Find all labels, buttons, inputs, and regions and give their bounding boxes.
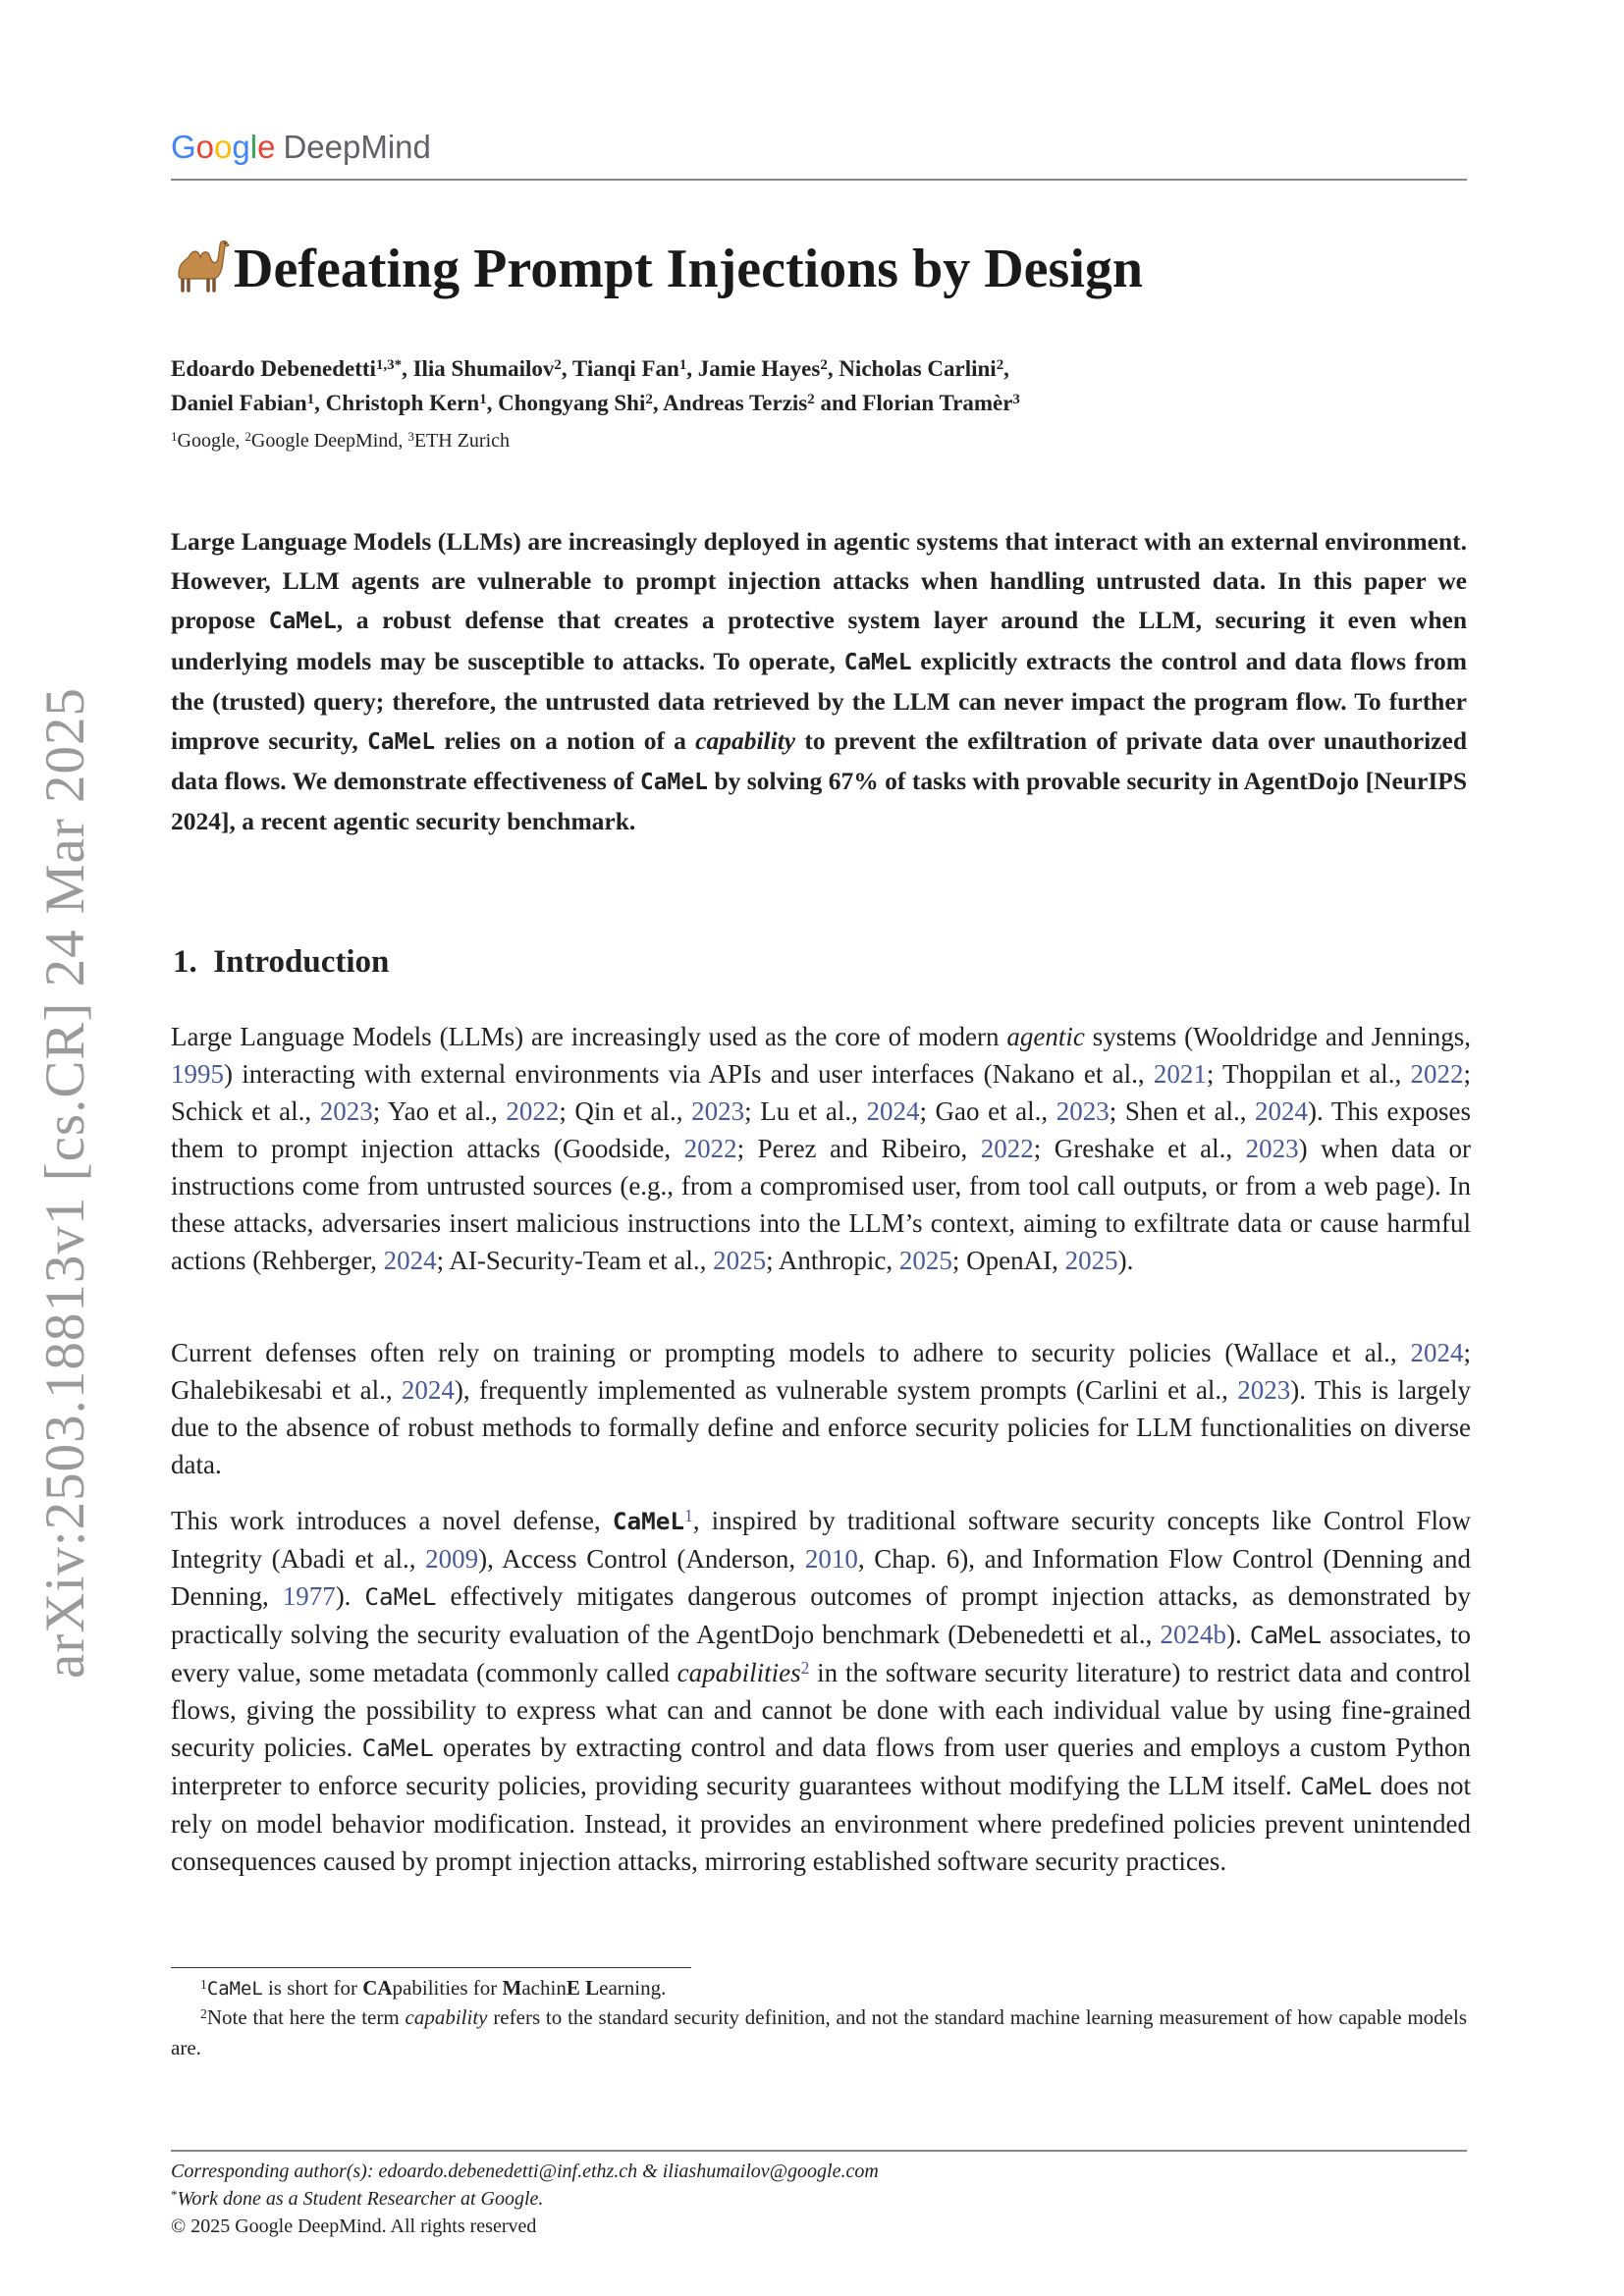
body-paragraph: This work introduces a novel defense, CaMeL$^1$, inspired by traditional software security concepts like Control Flow Integrity (Abadi et al., 2009), Access Control (Anderson, 2010, Chap. 6), and Information Flow Control (Denning and Denning, 1977). CaMeL effectively mitigates dangerous outcomes of prompt injection attacks, as demonstrated by practically solving the security evaluation of the AgentDojo benchmark (Debenedetti et al., 2024b). CaMeL associates, to every value, some metadata (commonly called capabilities$^2$ in the software security literature) to restrict data and control flows, giving the possibility to express what can and cannot be done with each individual value by using fine-grained security policies. CaMeL operates by extracting control and data flows from user queries and employs a custom Python interpreter to enforce security policies, providing security guarantees without modifying the LLM itself. CaMeL does not rely on model behavior modification. Instead, it provides an environment where predefined policies prevent unintended consequences caused by prompt injection attacks, mirroring established software security practices. <box>171 1506 1471 1876</box>
author-list <box>171 351 1467 420</box>
citation-link[interactable]: 2024b <box>1160 1620 1227 1649</box>
corresponding-author: Corresponding author(s): edoardo.debenedetti@inf.ethz.ch & iliashumailov@google.com <box>171 2161 879 2182</box>
citation-link[interactable]: 2023 <box>1237 1375 1291 1405</box>
section-heading: 1. Introduction <box>173 944 390 980</box>
citation-link[interactable]: 2025 <box>713 1246 767 1275</box>
citation-link[interactable]: 2024 <box>401 1375 455 1405</box>
footnote: $^1$CaMeL is short for CApabilities for MachinE Learning. <box>200 1976 667 2000</box>
citation-link[interactable]: 2024 <box>1255 1096 1309 1126</box>
footnote: $^2$Note that here the term capability refers to the standard security definition, and not the standard machine learning measurement of how capable models are. <box>171 2005 1467 2059</box>
footer-divider <box>171 2150 1467 2152</box>
body-paragraph: Current defenses often rely on training or prompting models to adhere to security policies (Wallace et al., 2024; Ghalebikesabi et al., 2024), frequently implemented as vulnerable system prompts (Carlini et al., 2023). This is largely due to the absence of robust methods to formally define and enforce security policies for LLM functionalities on diverse data. <box>171 1338 1472 1479</box>
citation-link[interactable]: 2021 <box>1153 1059 1207 1089</box>
affiliations: $^1$Google, $^2$Google DeepMind, $^3$ETH Zurich <box>171 429 510 452</box>
citation-link[interactable]: 1977 <box>282 1581 336 1611</box>
citation-link[interactable]: 2025 <box>1064 1246 1118 1275</box>
citation-link[interactable]: 2010 <box>804 1544 858 1574</box>
citation-link[interactable]: 1995 <box>171 1059 224 1089</box>
citation-link[interactable]: 2025 <box>898 1246 952 1275</box>
citation-link[interactable]: 2023 <box>691 1096 745 1126</box>
citation-link[interactable]: 2022 <box>506 1096 560 1126</box>
citation-link[interactable]: 2022 <box>980 1134 1034 1163</box>
author-line: Edoardo Debenedetti$^{1,3*}$, Ilia Shumailov$^2$, Tianqi Fan$^1$, Jamie Hayes$^2$, Nicholas Carlini$^2$, <box>171 356 1009 381</box>
citation-link[interactable]: 2024 <box>866 1096 920 1126</box>
footnote-link[interactable]: 2 <box>800 1658 810 1679</box>
footnote-link[interactable]: 1 <box>684 1506 693 1526</box>
student-note: Work done as a Student Researcher at Google. <box>177 2188 544 2210</box>
arxiv-stamp: arXiv:2503.18813v1 [cs.CR] 24 Mar 2025 <box>34 686 96 1679</box>
citation-link[interactable]: 2022 <box>683 1134 737 1163</box>
body-paragraph: Large Language Models (LLMs) are increasingly used as the core of modern agentic systems (Wooldridge and Jennings, 1995) interacting with external environments via APIs and user interfaces (Nakano et al., 2021; Thoppilan et al., 2022; Schick et al., 2023; Yao et al., 2022; Qin et al., 2023; Lu et al., 2024; Gao et al., 2023; Shen et al., 2024). This exposes them to prompt injection attacks (Goodside, 2022; Perez and Ribeiro, 2022; Greshake et al., 2023) when data or instructions come from untrusted sources (e.g., from a compromised user, from tool call outputs, or from a web page). In these attacks, adversaries insert malicious instructions into the LLM’s context, aiming to exfiltrate data or cause harmful actions (Rehberger, 2024; AI-Security-Team et al., 2025; Anthropic, 2025; OpenAI, 2025). <box>171 1022 1472 1275</box>
copyright: © 2025 Google DeepMind. All rights reserved <box>171 2216 537 2237</box>
paper-title: Defeating Prompt Injections by Design <box>173 234 1449 303</box>
citation-link[interactable]: 2023 <box>1056 1096 1110 1126</box>
google-deepmind-logo: Google DeepMind <box>171 129 431 165</box>
citation-link[interactable]: 2022 <box>1410 1059 1464 1089</box>
footnote-divider <box>171 1967 691 1968</box>
citation-link[interactable]: 2024 <box>1410 1338 1464 1367</box>
citation-link[interactable]: 2023 <box>1245 1134 1299 1163</box>
camel-icon <box>173 234 230 293</box>
author-line: Daniel Fabian$^1$, Christoph Kern$^1$, Chongyang Shi$^2$, Andreas Terzis$^2$ and Florian Tramèr$^3$ <box>171 391 1020 415</box>
citation-link[interactable]: 2023 <box>319 1096 373 1126</box>
header-divider <box>171 179 1467 181</box>
citation-link[interactable]: 2024 <box>383 1246 437 1275</box>
footer: Corresponding author(s): edoardo.debenedetti@inf.ethz.ch & iliashumailov@google.com *Work done as a Student Researcher at Google. © 2025 Google DeepMind. All rights reserved <box>171 2158 879 2240</box>
abstract: Large Language Models (LLMs) are increasingly deployed in agentic systems that interact with an external environment. However, LLM agents are vulnerable to prompt injection attacks when handling untrusted data. In this paper we propose CaMeL, a robust defense that creates a protective system layer around the LLM, securing it even when underlying models may be susceptible to attacks. To operate, CaMeL explicitly extracts the control and data flows from the (trusted) query; therefore, the untrusted data retrieved by the LLM can never impact the program flow. To further improve security, CaMeL relies on a notion of a capability to prevent the exfiltration of private data over unauthorized data flows. We demonstrate effectiveness of CaMeL by solving 67% of tasks with provable security in AgentDojo [NeurIPS 2024], a recent agentic security benchmark. <box>171 527 1468 836</box>
citation-link[interactable]: 2009 <box>425 1544 479 1574</box>
